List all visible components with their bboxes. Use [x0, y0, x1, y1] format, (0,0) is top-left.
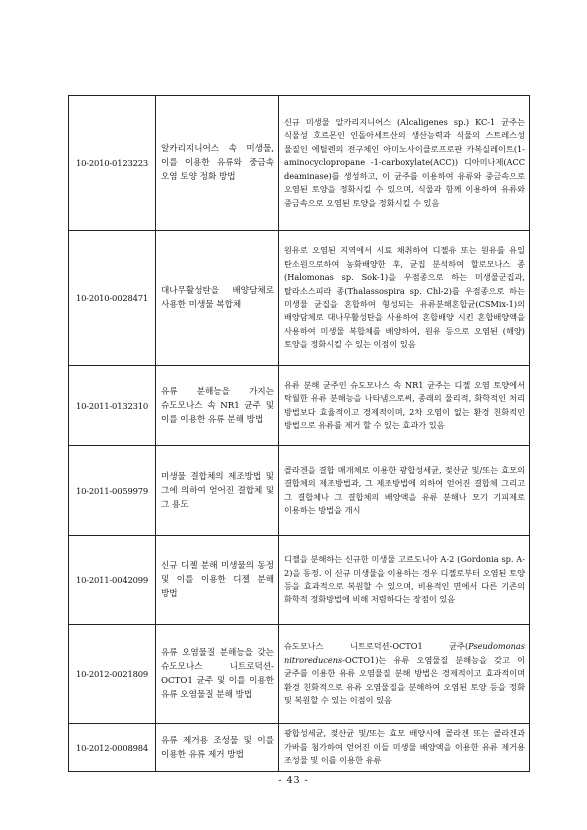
- patent-description: 광합성세균, 젖산균 및/또는 효모 배양시에 콜라겐 또는 콜라겐과 가바를 첨가하여 얻어진 이들 미생물 배양액을 이용한 유류 제거용 조성물 및 이를 이용한 유류: [279, 724, 530, 772]
- table-row: [69, 625, 530, 724]
- page-number: - 43 -: [278, 775, 309, 786]
- patent-description: 유류 분해 균주인 슈도모나스 속 NR1 균주는 디젤 오염 토양에서 탁월한 유류 분해능을 나타냄으로써, 종래의 물리적, 화학적인 처리 방법보다 효율적이고 경제적이며, 2차 오염이 없는 환경 친화적인 방법으로 유류를 제거 할 수 있는 효과가 있음: [279, 366, 530, 446]
- patent-number: 10-2011-0059979: [69, 446, 156, 536]
- patent-number: 10-2012-0021809: [69, 625, 156, 724]
- patent-number: 10-2012-0008984: [69, 724, 156, 772]
- species-name-italic: Pseudomonas nitroreducens: [284, 641, 525, 665]
- table-row: [69, 231, 530, 366]
- description-prefix: 슈도모나스 니트로덕션-OCTO1 균주(: [284, 641, 469, 652]
- patent-number: 10-2011-0042099: [69, 536, 156, 625]
- table-row: [69, 724, 530, 772]
- patent-title: 유류 제거용 조성물 및 이를 이용한 유류 제거 방법: [156, 724, 279, 772]
- patent-title: 신규 디젤 분해 미생물의 동정 및 이를 이용한 디젤 분해 방법: [156, 536, 279, 625]
- patent-description: 콜라겐을 결합 매개체로 이용한 광합성세균, 젖산균 및/또는 효모의 결합체의 제조방법과, 그 제조방법에 의하여 얻어진 결합체 그리고 그 결합체나 그 결합체의 배양액을 유류 분해나 모기 기피제로 이용하는 방법을 개시: [279, 446, 530, 536]
- description-suffix: -OCTO1)는 유류 오염물질 분해능을 갖고 이 균주를 이용한 유류 오염물질 분해 방법은 경제적이고 효과적이며 환경 친화적으로 유류 오염물질을 분해하여 오염된 토양 등을 정화 및 복원할 수 있는 이점이 있음: [284, 654, 525, 706]
- table-row: [69, 536, 530, 625]
- patent-title: 알카리지니어스 속 미생물, 이를 이용한 유류와 중금속 오염 토양 정화 방법: [156, 96, 279, 231]
- patent-description: 원유로 오염된 지역에서 시료 채취하여 디젤유 또는 원유를 유일 탄소원으로하여 농화배양한 후, 균집 분석하여 할로모나스 종(Halomonas sp. Sok-1)을 우점종으로 하는 미생물군집과, 탈라소스피라 종(Thalassospira sp. Chl-2)를 우점종으로 하는 미생물 균집을 혼합하여 형성되는 유류분해혼합균(CSMix-1)의 배양담체로 대나무활성탄을 사용하여 혼합배양 시킨 혼합배양액을 사용하여 미생물 복합체를 배양하여, 원유 등으로 오염된 (해양)토양을 정화시킬 수 있는 이점이 있음: [279, 231, 530, 366]
- patent-number: 10-2011-0132310: [69, 366, 156, 446]
- patent-number: 10-2010-0123223: [69, 96, 156, 231]
- patent-number: 10-2010-0028471: [69, 231, 156, 366]
- patent-description: [279, 625, 530, 724]
- patent-title: 유류 오염물질 분해능을 갖는 슈도모나스 니트로덕션-OCTO1 균주 및 이를 이용한 유류 오염물질 분해 방법: [156, 625, 279, 724]
- table-row: [69, 446, 530, 536]
- patent-table: [68, 95, 530, 772]
- patent-description: 신규 미생물 알카리지니어스 (Alcaligenes sp.) KC-1 균주는 식물성 호르몬인 인돌아세트산의 생산능력과 식물의 스트레스성 물질인 에틸렌의 전구체인 아미노사이클로프로판 카복실레이트(1-aminocyclopropane -1-carboxylate(ACC)) 디아미나제(ACC deaminase)를 생성하고, 이 균주를 이용하여 유류와 중금속으로 오염된 토양을 정화시킬 수 있으며, 식물과 함께 이용하여 유류와 중금속으로 오염된 토양을 정화시킬 수 있음: [279, 96, 530, 231]
- patent-title: 유류 분해능을 가지는 슈도모나스 속 NR1 균주 및 이를 이용한 유류 분해 방법: [156, 366, 279, 446]
- document-page: [68, 95, 530, 772]
- patent-title: 대나무활성탄을 배양담체로 사용한 미생물 복합체: [156, 231, 279, 366]
- table-row: [69, 96, 530, 231]
- patent-description: 디젤을 분해하는 신규한 미생물 고르도니아 A-2 (Gordonia sp. A-2)을 동정. 이 신규 미생물을 이용하는 경우 디젤로부터 오염된 토양 등을 효과적으로 복원할 수 있으며, 비용적인 면에서 다른 기존의 화학적 정화방법에 비해 저렴하다는 장점이 있음: [279, 536, 530, 625]
- patent-title: 미생물 결합체의 제조방법 및 그에 의하여 얻어진 결합체 및 그 용도: [156, 446, 279, 536]
- table-row: [69, 366, 530, 446]
